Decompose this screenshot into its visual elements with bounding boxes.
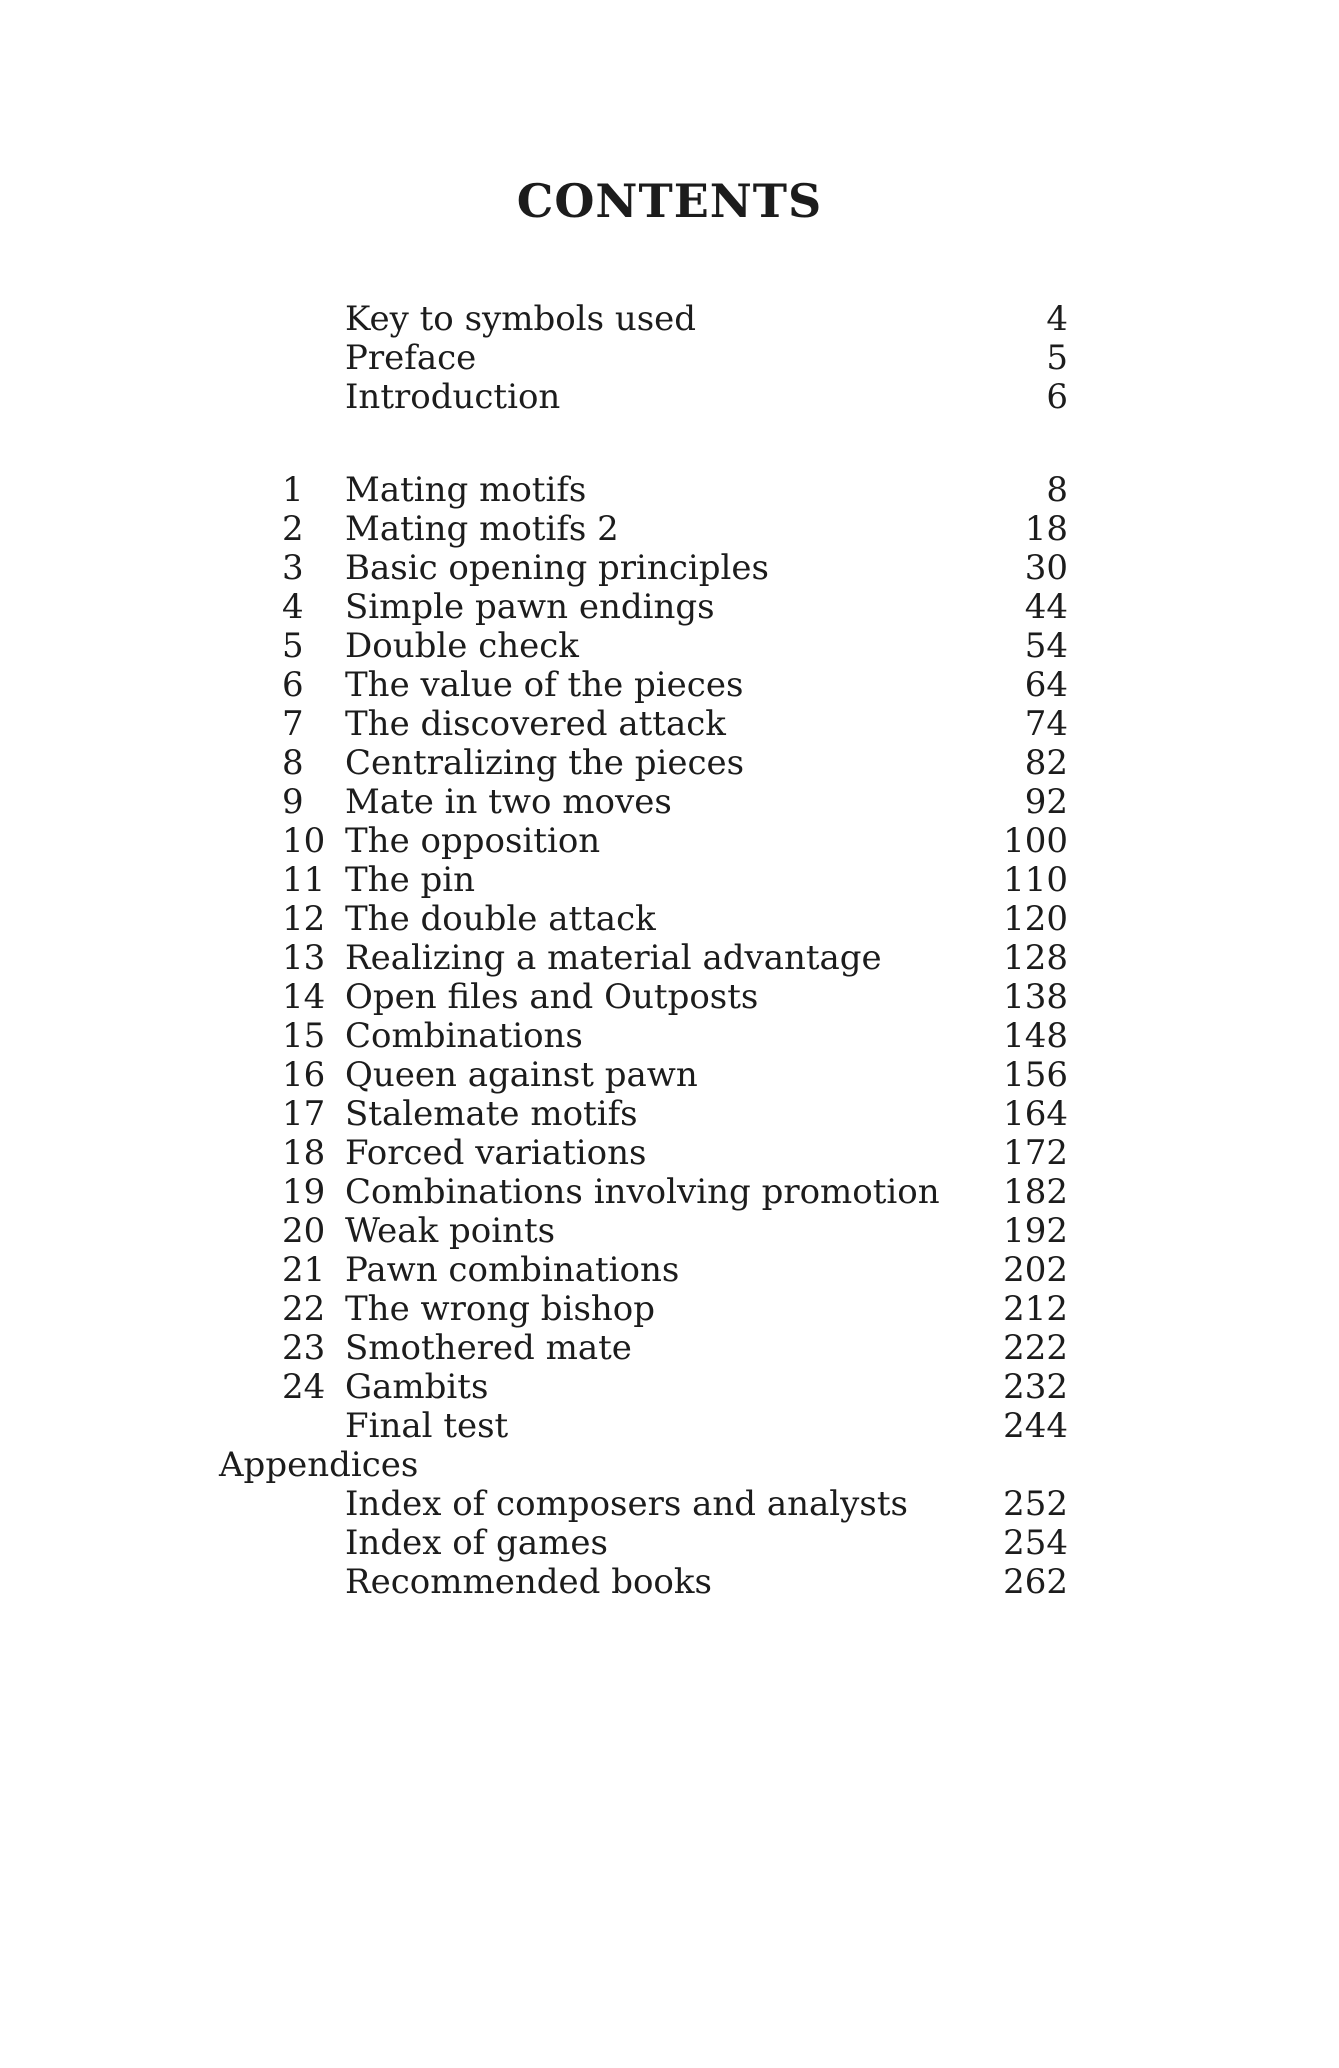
- entry-title: Recommended books: [345, 1562, 712, 1602]
- chapter-number: 21: [282, 1250, 326, 1290]
- page-number: 148: [1003, 1016, 1068, 1056]
- toc-row: [282, 705, 1068, 744]
- page-number: 82: [1024, 743, 1068, 783]
- chapter-number: 15: [282, 1016, 326, 1056]
- toc-row: [282, 1212, 1068, 1251]
- page-number: 172: [1003, 1133, 1068, 1173]
- chapter-number: 4: [282, 587, 304, 627]
- toc-row: [282, 822, 1068, 861]
- entry-title: Double check: [345, 626, 579, 666]
- chapter-number: 5: [282, 626, 304, 666]
- chapter-number: 10: [282, 821, 326, 861]
- toc-row: [282, 861, 1068, 900]
- entry-title: The value of the pieces: [345, 665, 744, 705]
- page-number: 192: [1003, 1211, 1068, 1251]
- chapter-number: 6: [282, 665, 304, 705]
- entry-title: Weak points: [345, 1211, 556, 1251]
- entry-title: Gambits: [345, 1367, 489, 1407]
- chapter-number: [282, 1485, 345, 1524]
- chapter-number: [282, 378, 345, 417]
- page-number: 138: [1003, 977, 1068, 1017]
- chapter-number: 14: [282, 977, 326, 1017]
- toc-row: [282, 627, 1068, 666]
- toc-row: [282, 300, 1068, 339]
- toc-row: [282, 588, 1068, 627]
- entry-title: Preface: [345, 338, 477, 378]
- page-number: 110: [1003, 860, 1068, 900]
- chapter-list: [282, 471, 1068, 1446]
- entry-title: The pin: [345, 860, 476, 900]
- entry-title: Mating motifs: [345, 470, 587, 510]
- entry-title: Index of composers and analysts: [345, 1484, 908, 1524]
- page-title: CONTENTS: [516, 174, 823, 228]
- toc-row: [282, 471, 1068, 510]
- chapter-number: 12: [282, 899, 326, 939]
- entry-title: Stalemate motifs: [345, 1094, 638, 1134]
- entry-title: Index of games: [345, 1523, 608, 1563]
- entry-title: The wrong bishop: [345, 1289, 656, 1329]
- page-number: 156: [1003, 1055, 1068, 1095]
- page-number: 54: [1024, 626, 1068, 666]
- toc-row: [282, 978, 1068, 1017]
- page-number: 128: [1003, 938, 1068, 978]
- entry-title: Simple pawn endings: [345, 587, 715, 627]
- page-number: 222: [1003, 1328, 1068, 1368]
- page-number: 4: [1046, 299, 1068, 339]
- entry-title: Basic opening principles: [345, 548, 769, 588]
- toc-row: [282, 900, 1068, 939]
- page-number: 8: [1046, 470, 1068, 510]
- page-number: 30: [1024, 548, 1068, 588]
- chapter-number: 17: [282, 1094, 326, 1134]
- chapter-number: [282, 300, 345, 339]
- chapter-number: 7: [282, 704, 304, 744]
- entry-title: Smothered mate: [345, 1328, 632, 1368]
- chapter-number: [282, 339, 345, 378]
- toc-row: [282, 1368, 1068, 1407]
- entry-title: Combinations: [345, 1016, 583, 1056]
- toc-row: [282, 666, 1068, 705]
- chapter-number: 24: [282, 1367, 326, 1407]
- chapter-number: 1: [282, 470, 304, 510]
- table-of-contents: [219, 299, 1068, 1602]
- chapter-number: 8: [282, 743, 304, 783]
- page-number: 44: [1024, 587, 1068, 627]
- toc-row: [282, 1407, 1068, 1446]
- toc-row: [282, 1329, 1068, 1368]
- toc-row: [282, 510, 1068, 549]
- toc-row: [282, 378, 1068, 417]
- page-number: 5: [1046, 338, 1068, 378]
- toc-row: [282, 1017, 1068, 1056]
- front-matter-list: [282, 300, 1068, 417]
- toc-row: [282, 1563, 1068, 1602]
- entry-title: Key to symbols used: [345, 299, 697, 339]
- toc-row: [282, 1251, 1068, 1290]
- chapter-number: 11: [282, 860, 326, 900]
- toc-row: [282, 783, 1068, 822]
- toc-row: [282, 1056, 1068, 1095]
- entry-title: The opposition: [345, 821, 601, 861]
- page-number: 254: [1003, 1523, 1068, 1563]
- entry-title: Mate in two moves: [345, 782, 672, 822]
- page-number: 262: [1003, 1562, 1068, 1602]
- chapter-number: 16: [282, 1055, 326, 1095]
- page-number: 64: [1024, 665, 1068, 705]
- entry-title: Queen against pawn: [345, 1055, 698, 1095]
- page-number: 232: [1003, 1367, 1068, 1407]
- entry-title: Centralizing the pieces: [345, 743, 745, 783]
- toc-row: [282, 1524, 1068, 1563]
- page-number: 100: [1003, 821, 1068, 861]
- entry-title: The double attack: [345, 899, 656, 939]
- toc-row: [282, 744, 1068, 783]
- entry-title: Realizing a material advantage: [345, 938, 882, 978]
- entry-title: Introduction: [345, 377, 561, 417]
- toc-row: [282, 1485, 1068, 1524]
- chapter-number: 20: [282, 1211, 326, 1251]
- page-number: 244: [1003, 1406, 1068, 1446]
- toc-row: [282, 939, 1068, 978]
- chapter-number: 3: [282, 548, 304, 588]
- toc-row: [282, 1290, 1068, 1329]
- page-number: 6: [1046, 377, 1068, 417]
- chapter-number: [282, 1524, 345, 1563]
- entry-title: Final test: [345, 1406, 509, 1446]
- toc-row: [282, 339, 1068, 378]
- page-number: 92: [1024, 782, 1068, 822]
- chapter-number: [282, 1563, 345, 1602]
- entry-title: Forced variations: [345, 1133, 647, 1173]
- chapter-number: [282, 1407, 345, 1446]
- chapter-number: 13: [282, 938, 326, 978]
- page-number: 182: [1003, 1172, 1068, 1212]
- page-number: 212: [1003, 1289, 1068, 1329]
- page-number: 202: [1003, 1250, 1068, 1290]
- toc-row: [282, 1173, 1068, 1212]
- toc-row: [282, 1095, 1068, 1134]
- chapter-number: 2: [282, 509, 304, 549]
- chapter-number: 9: [282, 782, 304, 822]
- chapter-number: 23: [282, 1328, 326, 1368]
- appendices-heading: Appendices: [219, 1445, 419, 1485]
- toc-row: [282, 1134, 1068, 1173]
- toc-row: [282, 549, 1068, 588]
- chapter-number: 19: [282, 1172, 326, 1212]
- chapter-number: 18: [282, 1133, 326, 1173]
- entry-title: Combinations involving promotion: [345, 1172, 940, 1212]
- page-number: 18: [1024, 509, 1068, 549]
- page-number: 164: [1003, 1094, 1068, 1134]
- entry-title: The discovered attack: [345, 704, 726, 744]
- entry-title: Open files and Outposts: [345, 977, 759, 1017]
- appendix-list: [282, 1485, 1068, 1602]
- page-number: 74: [1024, 704, 1068, 744]
- entry-title: Mating motifs 2: [345, 509, 619, 549]
- page-number: 252: [1003, 1484, 1068, 1524]
- entry-title: Pawn combinations: [345, 1250, 680, 1290]
- appendices-heading-row: [219, 1445, 1068, 1485]
- page-number: 120: [1003, 899, 1068, 939]
- chapter-number: 22: [282, 1289, 326, 1329]
